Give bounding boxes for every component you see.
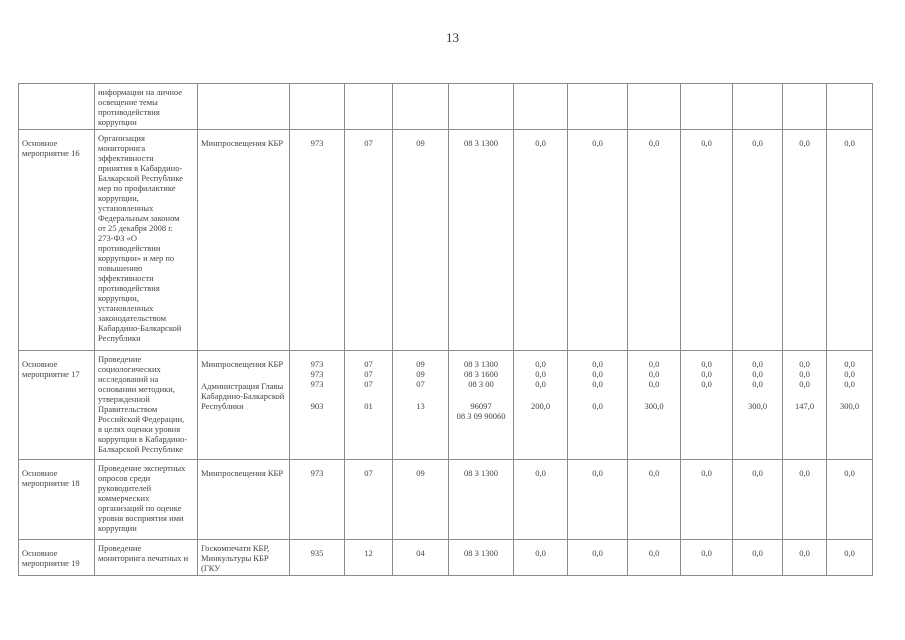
value-cell: 0,0 — [514, 540, 568, 576]
value-cell — [783, 84, 827, 130]
pr-primary: 09 09 07 — [416, 359, 425, 389]
rz-cell: 07 — [345, 460, 393, 540]
event-cell: Основное мероприятие 17 — [19, 351, 95, 460]
value-cell: 0,0 — [681, 460, 733, 540]
description-cell: Проведение мониторинга печатных и — [95, 540, 198, 576]
pr-cell: 04 — [393, 540, 449, 576]
value-secondary: 147,0 — [794, 401, 815, 411]
value-cell: 0,0 — [568, 540, 628, 576]
value-cell — [681, 351, 733, 460]
page-number: 13 — [446, 30, 459, 45]
value-cell: 0,0 — [628, 460, 681, 540]
value-primary: 0,0 0,0 0,0 — [535, 359, 546, 389]
value-cell: 0,0 — [568, 460, 628, 540]
value-cell — [514, 84, 568, 130]
value-cell: 0,0 — [733, 130, 783, 351]
grbs-cell: 973 — [290, 130, 345, 351]
value-primary: 0,0 0,0 0,0 — [799, 359, 810, 389]
executor-cell — [198, 84, 290, 130]
executor-secondary: Администрация Главы Кабардино-Балкарской Республики — [201, 381, 285, 411]
csr-primary: 08 3 1300 08 3 1600 08 3 00 — [464, 359, 498, 389]
table-row — [19, 460, 873, 540]
grbs-primary: 973 973 973 — [310, 359, 324, 389]
value-secondary: 0,0 — [592, 401, 603, 411]
grbs-cell — [290, 84, 345, 130]
value-cell — [514, 351, 568, 460]
value-cell — [628, 351, 681, 460]
event-cell: Основное мероприятие 16 — [19, 130, 95, 351]
value-cell: 0,0 — [783, 130, 827, 351]
csr-cell — [449, 84, 514, 130]
event-cell: Основное мероприятие 19 — [19, 540, 95, 576]
program-table — [18, 83, 873, 576]
description-cell: Проведение социологических исследований на основании методики, утвержденной Правительством Российской Федерации, в целях оценки уровня коррупции в Кабардино- Балкарской Республике — [95, 351, 198, 460]
description-cell: Организация мониторинга эффективности принятия в Кабардино- Балкарской Республике мер по профилактике коррупции, установленных Федеральным законом от 25 декабря 2008 г. 273-ФЗ «О противодействии коррупции» и мер по повышению эффективности противодействия коррупции, установленных законодательством Кабардино-Балкарской Республики — [95, 130, 198, 351]
value-cell: 0,0 — [783, 540, 827, 576]
table-row — [19, 130, 873, 351]
grbs-secondary: 903 — [310, 401, 324, 411]
value-cell: 0,0 — [514, 460, 568, 540]
executor-cell: Минпросвещения КБР — [198, 130, 290, 351]
table-row — [19, 540, 873, 576]
value-cell: 0,0 — [827, 130, 873, 351]
pr-cell — [393, 84, 449, 130]
value-cell: 0,0 — [783, 460, 827, 540]
rz-cell — [345, 84, 393, 130]
value-secondary: 300,0 — [839, 401, 860, 411]
event-cell: Основное мероприятие 18 — [19, 460, 95, 540]
value-cell — [827, 84, 873, 130]
pr-cell — [393, 351, 449, 460]
rz-cell — [345, 351, 393, 460]
value-primary: 0,0 0,0 0,0 — [844, 359, 855, 389]
description-cell: Проведение экспертных опросов среди руководителей коммерческих организаций по оценке уровня восприятия ими коррупции — [95, 460, 198, 540]
executor-cell: Минпросвещения КБР — [198, 460, 290, 540]
table-row — [19, 84, 873, 130]
value-primary: 0,0 0,0 0,0 — [648, 359, 660, 389]
value-cell: 0,0 — [681, 130, 733, 351]
value-cell: 0,0 — [827, 460, 873, 540]
value-cell: 0,0 — [681, 540, 733, 576]
event-cell — [19, 84, 95, 130]
grbs-cell: 935 — [290, 540, 345, 576]
value-cell: 0,0 — [733, 540, 783, 576]
csr-cell: 08 3 1300 — [449, 130, 514, 351]
pr-cell: 09 — [393, 130, 449, 351]
value-secondary: 300,0 — [644, 401, 664, 411]
value-primary: 0,0 0,0 0,0 — [752, 359, 763, 389]
value-primary: 0,0 0,0 0,0 — [592, 359, 603, 389]
value-cell — [628, 84, 681, 130]
csr-cell: 08 3 1300 — [449, 540, 514, 576]
value-secondary: 200,0 — [530, 401, 551, 411]
csr-secondary: 96097 08 3 09 90060 — [456, 401, 506, 421]
value-cell: 0,0 — [514, 130, 568, 351]
description-cell: информации на личное освещение темы противодействия коррупции — [95, 84, 198, 130]
rz-primary: 07 07 07 — [364, 359, 373, 389]
value-cell — [568, 84, 628, 130]
value-cell: 0,0 — [827, 540, 873, 576]
value-cell — [783, 351, 827, 460]
value-cell — [827, 351, 873, 460]
table-row — [19, 351, 873, 460]
csr-cell: 08 3 1300 — [449, 460, 514, 540]
pr-secondary: 13 — [416, 401, 425, 411]
executor-cell — [198, 351, 290, 460]
pr-cell: 09 — [393, 460, 449, 540]
grbs-cell: 973 — [290, 460, 345, 540]
value-cell: 0,0 — [628, 540, 681, 576]
rz-cell: 07 — [345, 130, 393, 351]
value-cell — [733, 84, 783, 130]
rz-secondary: 01 — [364, 401, 373, 411]
value-cell — [568, 351, 628, 460]
value-cell: 0,0 — [733, 460, 783, 540]
rz-cell: 12 — [345, 540, 393, 576]
value-cell: 0,0 — [568, 130, 628, 351]
value-cell — [733, 351, 783, 460]
value-cell — [681, 84, 733, 130]
value-primary: 0,0 0,0 0,0 — [701, 359, 712, 389]
executor-primary: Минпросвещения КБР — [201, 359, 284, 369]
grbs-cell — [290, 351, 345, 460]
executor-cell: Госкомпечати КБР, Минкультуры КБР (ГКУ — [198, 540, 290, 576]
csr-cell — [449, 351, 514, 460]
value-cell: 0,0 — [628, 130, 681, 351]
value-secondary: 300,0 — [747, 401, 768, 411]
